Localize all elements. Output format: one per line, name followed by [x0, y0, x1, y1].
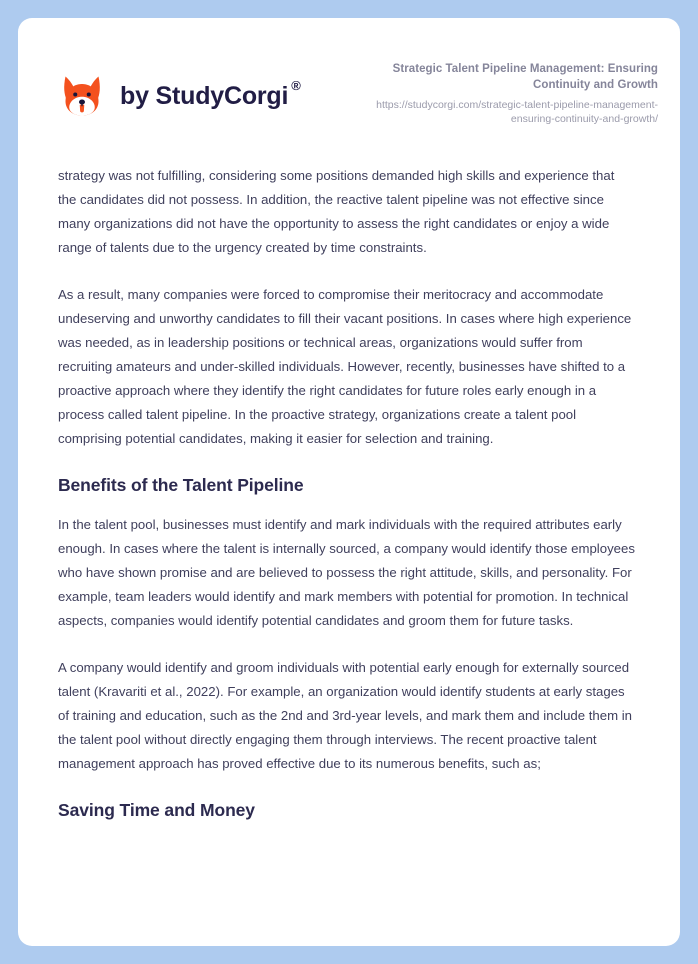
paragraph: A company would identify and groom individuals with potential early enough for externally sourced talent (Kravariti et al., 2022). For example, an organization would identify students at early stages of training and education, such as the 2nd and 3rd-year levels, and mark them and include them in the talent pool without directly engaging them through interviews. The recent proactive talent management approach has proved effective due to its numerous benefits, such as; [58, 660, 633, 772]
corgi-face-logo-icon [58, 72, 106, 120]
document-title: Strategic Talent Pipeline Management: Ensuring Continuity and Growth [392, 63, 658, 91]
brand-wordmark [120, 77, 301, 111]
document-meta [348, 60, 658, 126]
registered-trademark-icon: ® [291, 77, 301, 93]
document-page-sheet [18, 18, 680, 946]
paragraph: strategy was not fulfilling, considering some positions demanded high skills and experience that the candidates did not possess. In addition, the reactive talent pipeline was not effective since many organizations did not have the opportunity to assess the right candidates or enjoy a wide range of talents due to the urgency created by time constraints. [58, 168, 615, 256]
paragraph: As a result, many companies were forced to compromise their meritocracy and accommodate undeserving and unworthy candidates to fill their vacant positions. In cases where high experience was needed, as in leadership positions or technical areas, organizations would suffer from recruiting amateurs and under-skilled individuals. However, recently, businesses have shifted to a proactive approach where they identify the right candidates for future roles early enough in a process called talent pipeline. In the proactive strategy, organizations create a talent pool comprising potential candidates, making it easier for selection and training. [58, 287, 632, 447]
brand-name-text: by StudyCorgi [120, 81, 289, 110]
brand-lockup [58, 60, 301, 120]
section-heading-saving-time-and-money: Saving Time and Money [58, 800, 255, 821]
document-url[interactable]: https://studycorgi.com/strategic-talent-pipeline-management-ensuring-continuity-and-growth/ [376, 99, 658, 126]
section-heading-benefits: Benefits of the Talent Pipeline [58, 475, 304, 496]
paragraph: In the talent pool, businesses must identify and mark individuals with the required attributes early enough. In cases where the talent is internally sourced, a company would identify those employees who have shown promise and are believed to possess the right attitude, skills, and personality. For example, team leaders would identify and mark members with potential for promotion. In technical aspects, companies would identify potential candidates and groom them for future tasks. [58, 517, 635, 629]
document-header [18, 18, 680, 126]
document-body [18, 164, 680, 822]
